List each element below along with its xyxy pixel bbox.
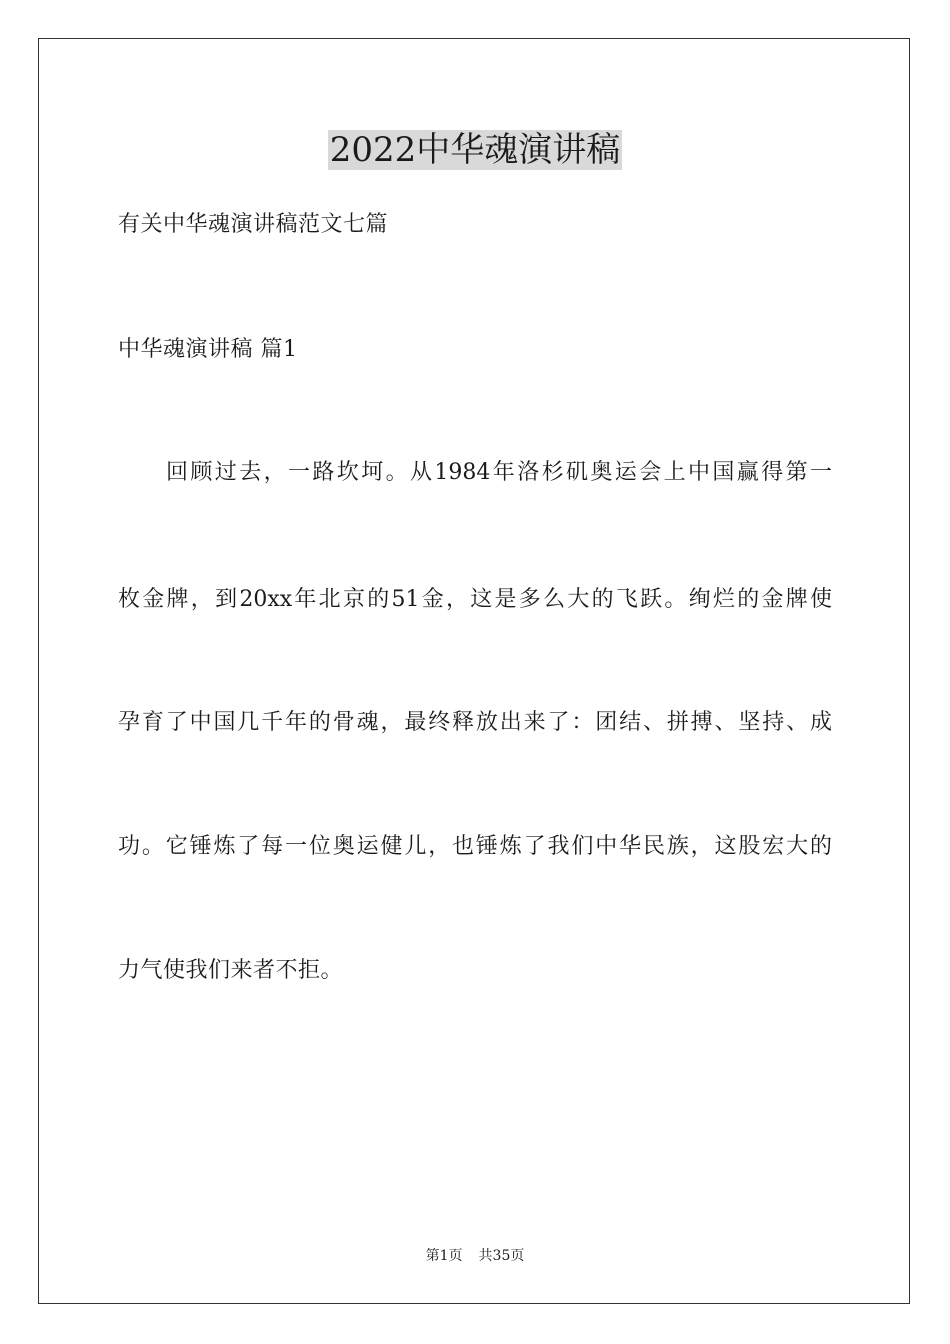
document-subtitle: 有关中华魂演讲稿范文七篇 xyxy=(118,212,389,237)
page-footer xyxy=(0,1246,950,1266)
page-number: 第1页 xyxy=(425,1248,463,1264)
page-total: 共35页 xyxy=(478,1248,525,1264)
paragraph-line: 枚金牌，到20xx年北京的51金，这是多么大的飞跃。绚烂的金牌使 xyxy=(118,587,832,612)
paragraph-line: 回顾过去，一路坎坷。从1984年洛杉矶奥运会上中国赢得第一 xyxy=(166,460,832,485)
paragraph-line: 孕育了中国几千年的骨魂，最终释放出来了：团结、拼搏、坚持、成 xyxy=(118,710,832,735)
paragraph-line: 力气使我们来者不拒。 xyxy=(118,958,344,983)
document-title-text: 2022中华魂演讲稿 xyxy=(329,130,621,170)
paragraph-line: 功。它锤炼了每一位奥运健儿，也锤炼了我们中华民族，这股宏大的 xyxy=(118,834,832,859)
document-title xyxy=(0,128,950,172)
section-heading: 中华魂演讲稿 篇1 xyxy=(118,337,298,362)
